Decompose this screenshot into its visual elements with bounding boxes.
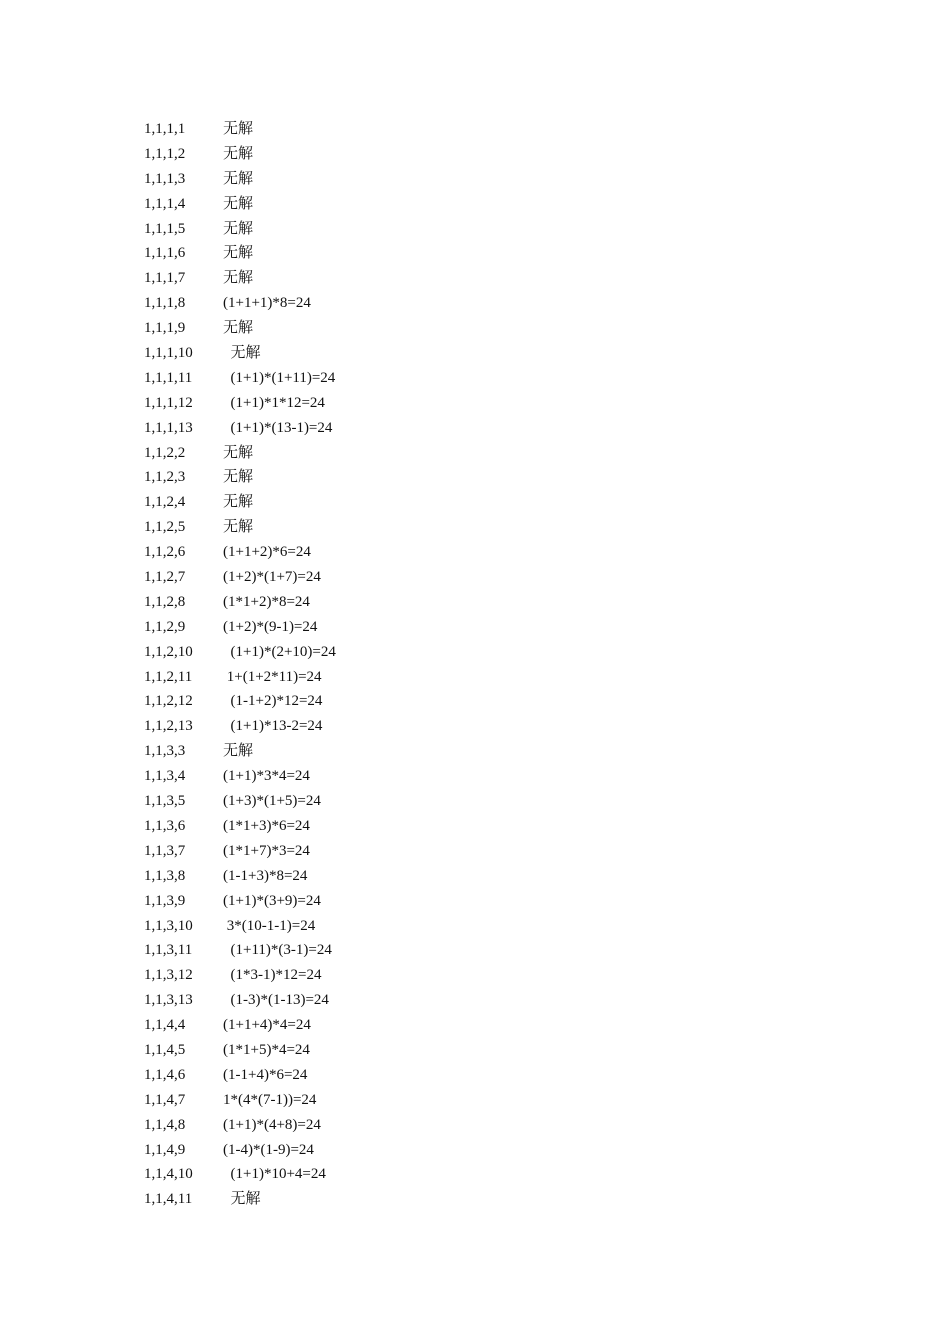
list-item bbox=[144, 640, 336, 665]
solution-text: 无解 bbox=[223, 519, 254, 536]
number-combination: 1,1,1,3 bbox=[144, 170, 186, 187]
solution-text: (1+1)*(4+8)=24 bbox=[223, 1116, 321, 1133]
number-combination: 1,1,1,10 bbox=[144, 345, 193, 362]
solution-text: 3*(10-1-1)=24 bbox=[223, 917, 316, 934]
number-combination: 1,1,3,4 bbox=[144, 768, 186, 785]
solution-text: (1+1)*10+4=24 bbox=[223, 1166, 326, 1183]
list-item bbox=[144, 490, 336, 515]
solution-text: 无解 bbox=[223, 121, 254, 137]
list-item bbox=[144, 1162, 336, 1187]
number-combination: 1,1,1,6 bbox=[144, 245, 186, 262]
list-item bbox=[144, 366, 336, 391]
solution-text: (1*3-1)*12=24 bbox=[223, 967, 322, 984]
solution-text: (1*1+3)*6=24 bbox=[223, 817, 310, 834]
solution-text: (1+11)*(3-1)=24 bbox=[223, 942, 332, 959]
number-combination: 1,1,4,7 bbox=[144, 1091, 186, 1108]
list-item bbox=[144, 117, 336, 142]
number-combination: 1,1,4,8 bbox=[144, 1116, 186, 1133]
list-item bbox=[144, 1113, 336, 1138]
solution-text: (1+2)*(1+7)=24 bbox=[223, 569, 321, 586]
list-item bbox=[144, 441, 336, 466]
list-item bbox=[144, 241, 336, 266]
solution-text: (1+1)*1*12=24 bbox=[223, 394, 325, 411]
solution-text: (1-1+2)*12=24 bbox=[223, 693, 323, 710]
number-combination: 1,1,2,11 bbox=[144, 668, 193, 685]
solution-text: (1+3)*(1+5)=24 bbox=[223, 793, 321, 810]
list-item bbox=[144, 142, 336, 167]
list-item bbox=[144, 416, 336, 441]
number-combination: 1,1,1,11 bbox=[144, 369, 193, 386]
list-item bbox=[144, 316, 336, 341]
number-combination: 1,1,4,4 bbox=[144, 1017, 186, 1034]
list-item bbox=[144, 615, 336, 640]
number-combination: 1,1,3,12 bbox=[144, 967, 193, 984]
number-combination: 1,1,1,9 bbox=[144, 320, 186, 337]
number-combination: 1,1,2,4 bbox=[144, 494, 186, 511]
list-item bbox=[144, 889, 336, 914]
number-combination: 1,1,3,3 bbox=[144, 743, 186, 760]
list-item bbox=[144, 1013, 336, 1038]
list-item bbox=[144, 540, 336, 565]
solution-text: (1+1)*(1+11)=24 bbox=[223, 369, 336, 386]
solution-text: 无解 bbox=[223, 1191, 261, 1208]
solution-text: (1+1)*3*4=24 bbox=[223, 768, 310, 785]
number-combination: 1,1,4,11 bbox=[144, 1191, 193, 1208]
list-item bbox=[144, 590, 336, 615]
number-combination: 1,1,1,7 bbox=[144, 270, 186, 287]
solution-text: (1-1+3)*8=24 bbox=[223, 867, 308, 884]
number-combination: 1,1,3,9 bbox=[144, 892, 186, 909]
number-combination: 1,1,2,6 bbox=[144, 544, 186, 561]
number-combination: 1,1,3,11 bbox=[144, 942, 193, 959]
number-combination: 1,1,3,10 bbox=[144, 917, 193, 934]
number-combination: 1,1,3,5 bbox=[144, 793, 186, 810]
number-combination: 1,1,4,5 bbox=[144, 1041, 186, 1058]
number-combination: 1,1,4,10 bbox=[144, 1166, 193, 1183]
list-item bbox=[144, 988, 336, 1013]
number-combination: 1,1,4,9 bbox=[144, 1141, 186, 1158]
solution-text: (1+1)*(13-1)=24 bbox=[223, 419, 333, 436]
list-item bbox=[144, 1038, 336, 1063]
number-combination: 1,1,2,5 bbox=[144, 519, 186, 536]
list-item bbox=[144, 1138, 336, 1163]
solution-text: (1*1+5)*4=24 bbox=[223, 1041, 310, 1058]
list-item bbox=[144, 167, 336, 192]
list-item bbox=[144, 764, 336, 789]
number-combination: 1,1,1,12 bbox=[144, 394, 193, 411]
solution-text: (1+1)*(2+10)=24 bbox=[223, 643, 336, 660]
solution-text: 无解 bbox=[223, 320, 254, 337]
list-item bbox=[144, 839, 336, 864]
number-combination: 1,1,2,8 bbox=[144, 593, 186, 610]
number-combination: 1,1,2,10 bbox=[144, 643, 193, 660]
number-combination: 1,1,2,9 bbox=[144, 618, 186, 635]
solution-text: (1+1)*13-2=24 bbox=[223, 718, 323, 735]
solution-text: (1+2)*(9-1)=24 bbox=[223, 618, 318, 635]
number-combination: 1,1,1,13 bbox=[144, 419, 193, 436]
list-item bbox=[144, 739, 336, 764]
list-item bbox=[144, 789, 336, 814]
number-combination: 1,1,2,7 bbox=[144, 569, 186, 586]
number-combination: 1,1,3,13 bbox=[144, 992, 193, 1009]
solution-text: 无解 bbox=[223, 195, 254, 212]
number-combination: 1,1,2,12 bbox=[144, 693, 193, 710]
list-item bbox=[144, 714, 336, 739]
number-combination: 1,1,3,7 bbox=[144, 842, 186, 859]
solution-text: 无解 bbox=[223, 270, 254, 287]
list-item bbox=[144, 914, 336, 939]
solution-text: (1+1+1)*8=24 bbox=[223, 295, 311, 312]
number-combination: 1,1,1,4 bbox=[144, 195, 186, 212]
list-item bbox=[144, 938, 336, 963]
list-item bbox=[144, 391, 336, 416]
list-item bbox=[144, 1063, 336, 1088]
list-item bbox=[144, 665, 336, 690]
number-combination: 1,1,2,2 bbox=[144, 444, 186, 461]
solution-text: 无解 bbox=[223, 743, 254, 760]
list-item bbox=[144, 1088, 336, 1113]
list-item bbox=[144, 814, 336, 839]
solution-text: 1*(4*(7-1))=24 bbox=[223, 1091, 317, 1108]
solution-text: 无解 bbox=[223, 220, 254, 237]
number-combination: 1,1,3,8 bbox=[144, 867, 186, 884]
solution-text: (1*1+7)*3=24 bbox=[223, 842, 310, 859]
number-combination: 1,1,2,13 bbox=[144, 718, 193, 735]
number-combination: 1,1,3,6 bbox=[144, 817, 186, 834]
solution-text: 1+(1+2*11)=24 bbox=[223, 668, 322, 685]
solution-text: 无解 bbox=[223, 145, 254, 162]
list-item bbox=[144, 341, 336, 366]
list-item bbox=[144, 217, 336, 242]
solution-text: 无解 bbox=[223, 444, 254, 461]
solution-text: 无解 bbox=[223, 345, 261, 362]
solution-text: (1+1+2)*6=24 bbox=[223, 544, 311, 561]
list-item bbox=[144, 864, 336, 889]
solution-text: (1-4)*(1-9)=24 bbox=[223, 1141, 314, 1158]
solution-text: (1*1+2)*8=24 bbox=[223, 593, 310, 610]
number-combination: 1,1,4,6 bbox=[144, 1066, 186, 1083]
solution-text: 无解 bbox=[223, 170, 254, 187]
list-item bbox=[144, 192, 336, 217]
solution-text: (1-3)*(1-13)=24 bbox=[223, 992, 329, 1009]
list-item bbox=[144, 1187, 336, 1212]
list-item bbox=[144, 266, 336, 291]
list-item bbox=[144, 465, 336, 490]
list-item bbox=[144, 565, 336, 590]
number-combination: 1,1,1,5 bbox=[144, 220, 186, 237]
list-item bbox=[144, 963, 336, 988]
solution-text: 无解 bbox=[223, 469, 254, 486]
list-item bbox=[144, 689, 336, 714]
list-item bbox=[144, 291, 336, 316]
solution-list bbox=[144, 117, 336, 1212]
number-combination: 1,1,1,8 bbox=[144, 295, 186, 312]
list-item bbox=[144, 515, 336, 540]
number-combination: 1,1,1,2 bbox=[144, 145, 186, 162]
solution-text: 无解 bbox=[223, 494, 254, 511]
solution-text: (1+1+4)*4=24 bbox=[223, 1017, 311, 1034]
solution-text: (1-1+4)*6=24 bbox=[223, 1066, 308, 1083]
solution-text: 无解 bbox=[223, 245, 254, 262]
number-combination: 1,1,2,3 bbox=[144, 469, 186, 486]
number-combination: 1,1,1,1 bbox=[144, 121, 186, 137]
solution-text: (1+1)*(3+9)=24 bbox=[223, 892, 321, 909]
